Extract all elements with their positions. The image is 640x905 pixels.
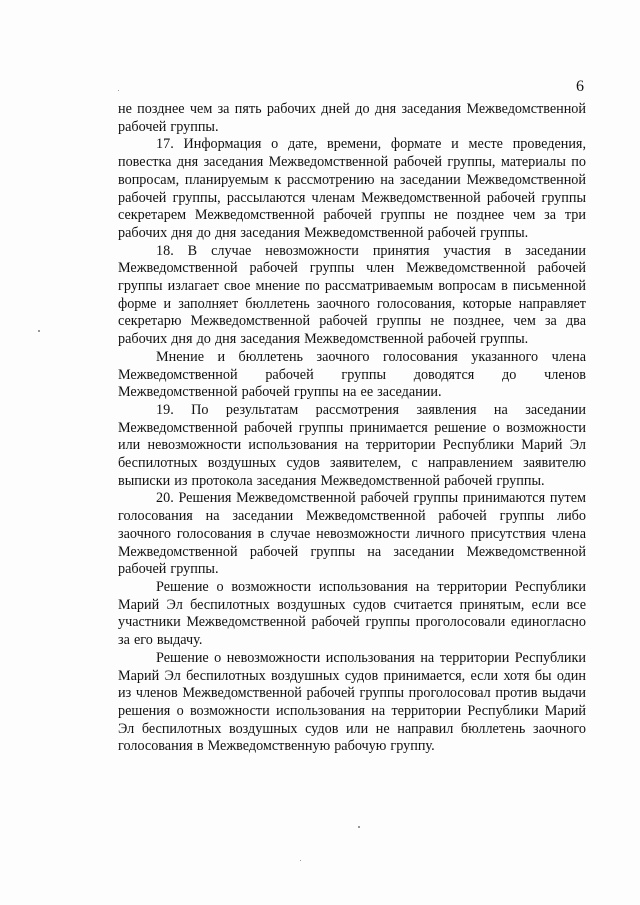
paragraph-continuation: не позднее чем за пять рабочих дней до дня заседания Межведомственной рабочей группы.: [118, 101, 586, 135]
paragraph-17: 17. Информация о дате, времени, формате и месте проведения, повестка дня заседания Межведомственной рабочей группы, материалы по вопросам, планируемым к рассмотрению на заседании Межведомственной рабочей группы, рассылаются членам Межведомственной рабочей группы секретарем Межведомственной рабочей группы не позднее чем за три рабочих дня до дня заседания Межведомственной рабочей группы.: [118, 136, 586, 241]
paragraph-18-absentee-opinion: Мнение и бюллетень заочного голосования указанного члена Межведомственной рабочей группы доводятся до членов Межведомственной рабочей группы на ее заседании.: [118, 348, 586, 401]
scan-speck: [358, 826, 360, 828]
scan-speck: [118, 90, 119, 91]
paragraph-18: 18. В случае невозможности принятия участия в заседании Межведомственной рабочей группы член Межведомственной рабочей группы излагает свое мнение по рассматриваемым вопросам в письменной форме и заполняет бюллетень заочного голосования, которые направляет секретарю Межведомственной рабочей группы не позднее, чем за два рабочих дня до дня заседания Межведомственной рабочей группы.: [118, 242, 586, 348]
paragraph-19: 19. По результатам рассмотрения заявления на заседании Межведомственной рабочей группы принимается решение о возможности или невозможности использования на территории Республики Марий Эл беспилотных воздушных судов заявителем, с направлением заявителю выписки из протокола заседания Межведомственной рабочей группы.: [118, 401, 586, 489]
paragraph-20-positive-decision: Решение о возможности использования на территории Республики Марий Эл беспилотных воздушных судов считается принятым, если все участники Межведомственной рабочей группы проголосовали единогласно за его выдачу.: [118, 578, 586, 649]
scan-speck: [300, 860, 301, 861]
page-number: 6: [576, 78, 584, 95]
paragraph-20-negative-decision: Решение о невозможности использования на территории Республики Марий Эл беспилотных воздушных судов принимается, если хотя бы один из членов Межведомственной рабочей группы проголосовал против выдачи решения о возможности использования на территории Республики Марий Эл беспилотных воздушных судов или не направил бюллетень заочного голосования в Межведомственную рабочую группу.: [118, 649, 586, 755]
document-body: [118, 101, 586, 756]
scan-speck: [38, 330, 40, 332]
paragraph-20: 20. Решения Межведомственной рабочей группы принимаются путем голосования на заседании Межведомственной рабочей группы либо заочного голосования в случае невозможности личного присутствия члена Межведомственной рабочей группы на заседании Межведомственной рабочей группы.: [118, 490, 586, 578]
